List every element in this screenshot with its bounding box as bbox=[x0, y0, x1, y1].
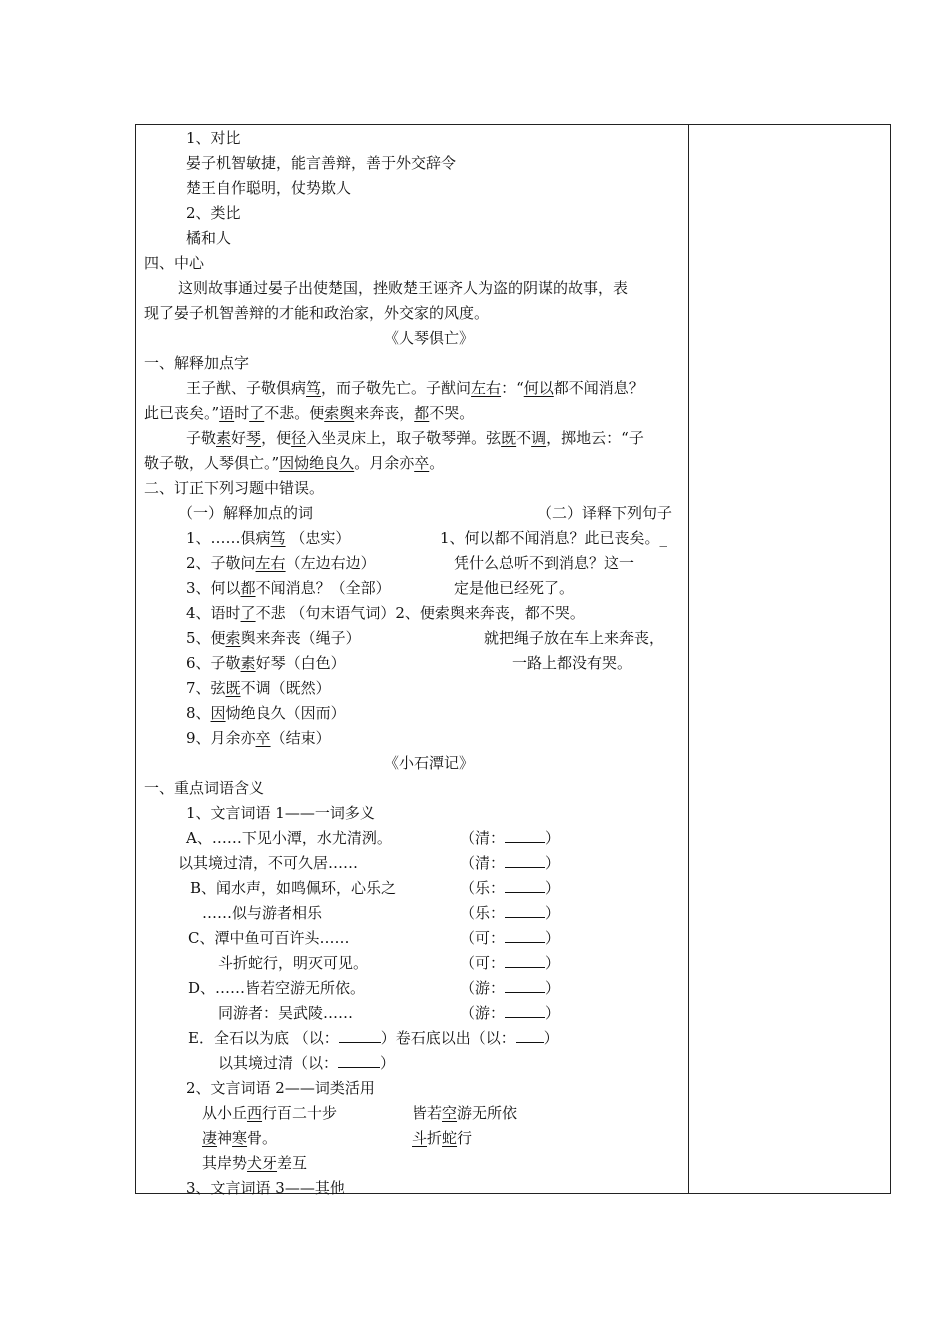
text-segment: （忠实） bbox=[285, 529, 351, 547]
text-line: 晏子机智敏捷，能言善辩，善于外交辞令 bbox=[186, 154, 457, 172]
text-segment: 5、便 bbox=[186, 629, 226, 647]
text-segment: 游无所依 bbox=[457, 1104, 518, 1122]
underlined-word: 蛇 bbox=[442, 1129, 458, 1147]
text-segment: （乐： bbox=[460, 904, 506, 922]
underlined-word: 左右 bbox=[471, 379, 502, 397]
text-segment: （可： bbox=[460, 929, 506, 947]
text-line bbox=[202, 1153, 307, 1173]
text-segment: 行百二十步 bbox=[262, 1104, 338, 1122]
text-line bbox=[460, 828, 560, 848]
text-line: （二）译释下列句子 bbox=[537, 504, 673, 522]
text-segment: 不调（既然） bbox=[240, 679, 331, 697]
answer-blank bbox=[338, 1053, 380, 1068]
text-segment: 不 bbox=[516, 429, 532, 447]
text-line: 斗折蛇行，明灭可见。 bbox=[218, 954, 369, 972]
answer-blank bbox=[516, 1028, 544, 1043]
text-line: 1、对比 bbox=[186, 129, 241, 147]
text-line: 1、何以都不闻消息？此已丧矣。_ bbox=[440, 529, 668, 547]
text-line: 定是他已经死了。 bbox=[454, 579, 575, 597]
text-line bbox=[202, 1128, 277, 1148]
text-line: 橘和人 bbox=[186, 229, 232, 247]
underlined-word: 卒 bbox=[255, 729, 271, 747]
underlined-word: 琴 bbox=[246, 429, 262, 447]
underlined-word: 语 bbox=[219, 404, 235, 422]
text-segment: 行 bbox=[457, 1129, 473, 1147]
underlined-word: 既 bbox=[225, 679, 241, 697]
text-line bbox=[460, 878, 560, 898]
answer-blank bbox=[505, 828, 545, 843]
text-segment: 3、何以 bbox=[186, 579, 241, 597]
text-segment: ，掷地云：“子 bbox=[546, 429, 644, 447]
underlined-word: 径 bbox=[291, 429, 307, 447]
answer-blank bbox=[505, 978, 545, 993]
text-segment: （乐： bbox=[460, 879, 506, 897]
text-segment: 王子猷、子敬俱病 bbox=[186, 379, 307, 397]
text-line: 3、文言词语 3——其他 bbox=[186, 1179, 345, 1197]
text-line: 就把绳子放在车上来奔丧， bbox=[484, 629, 665, 647]
text-line bbox=[412, 1128, 472, 1148]
underlined-word: 空 bbox=[442, 1104, 458, 1122]
text-segment: 此已丧矣。” bbox=[144, 404, 220, 422]
text-segment: 折 bbox=[427, 1129, 443, 1147]
underlined-word: 犬牙 bbox=[247, 1154, 278, 1172]
text-line: 四、中心 bbox=[144, 254, 205, 272]
underlined-word: 左右 bbox=[255, 554, 286, 572]
text-segment: ） bbox=[545, 954, 561, 972]
underlined-word: 笃 bbox=[306, 379, 322, 397]
text-segment: 8、 bbox=[186, 704, 211, 722]
text-segment: ：“ bbox=[501, 379, 524, 397]
underlined-word: 凄 bbox=[202, 1129, 218, 1147]
underlined-word: 素 bbox=[216, 429, 232, 447]
text-segment: 不悲。便 bbox=[264, 404, 325, 422]
column-divider bbox=[688, 124, 689, 1194]
underlined-word: 因恸绝良久 bbox=[279, 454, 355, 472]
text-segment: ）卷石底以出（以： bbox=[380, 1029, 516, 1047]
underlined-word: 索 bbox=[225, 629, 241, 647]
text-segment: 好琴（白色） bbox=[255, 654, 346, 672]
text-segment: （结束） bbox=[270, 729, 331, 747]
answer-blank bbox=[505, 928, 545, 943]
text-segment: 2、子敬问 bbox=[186, 554, 256, 572]
text-line: 1、文言词语 1——一词多义 bbox=[186, 804, 375, 822]
text-segment: 6、子敬 bbox=[186, 654, 241, 672]
text-segment: （游： bbox=[460, 1004, 506, 1022]
text-line: 凭什么总听不到消息？这一 bbox=[454, 554, 635, 572]
text-line bbox=[460, 928, 560, 948]
text-line bbox=[186, 578, 391, 598]
text-line: B、闻水声，如鸣佩环，心乐之 bbox=[190, 879, 397, 897]
text-line: 2、类比 bbox=[186, 204, 241, 222]
answer-blank bbox=[505, 903, 545, 918]
text-segment: （游： bbox=[460, 979, 506, 997]
text-line bbox=[412, 1103, 517, 1123]
underlined-word: 寒 bbox=[232, 1129, 248, 1147]
text-line bbox=[186, 653, 346, 673]
answer-blank bbox=[339, 1028, 381, 1043]
text-segment: ） bbox=[543, 1029, 559, 1047]
text-segment: E．全石以为底 （以： bbox=[188, 1029, 339, 1047]
answer-blank bbox=[505, 953, 545, 968]
text-line bbox=[460, 953, 560, 973]
text-segment: 其岸势 bbox=[202, 1154, 248, 1172]
text-segment: 从小丘 bbox=[202, 1104, 248, 1122]
text-segment: （左边右边） bbox=[285, 554, 376, 572]
text-segment: 骨。 bbox=[247, 1129, 278, 1147]
underlined-word: 索舆 bbox=[324, 404, 355, 422]
text-line: 这则故事通过晏子出使楚国，挫败楚王诬齐人为盗的阴谋的故事，表 bbox=[178, 279, 629, 297]
underlined-word: 都 bbox=[414, 404, 430, 422]
text-segment: ） bbox=[545, 829, 561, 847]
text-line bbox=[186, 553, 376, 573]
underlined-word: 卒 bbox=[414, 454, 430, 472]
text-segment: 舆来奔丧（绳子） bbox=[240, 629, 361, 647]
text-segment: 4、语时 bbox=[186, 604, 241, 622]
text-line: C、潭中鱼可百许头…… bbox=[188, 929, 350, 947]
text-segment: 9、月余亦 bbox=[186, 729, 256, 747]
underlined-word: 调 bbox=[531, 429, 547, 447]
text-segment: ） bbox=[380, 1054, 396, 1072]
text-segment: 。月余亦 bbox=[354, 454, 415, 472]
text-line bbox=[188, 1028, 559, 1048]
text-segment: 不闻消息？（全部） bbox=[255, 579, 391, 597]
text-line: 《小石潭记》 bbox=[384, 754, 475, 772]
text-line bbox=[186, 428, 644, 448]
text-line: 同游者：吴武陵…… bbox=[218, 1004, 354, 1022]
text-line bbox=[186, 728, 331, 748]
text-line: （一）解释加点的词 bbox=[178, 504, 314, 522]
answer-blank bbox=[505, 878, 545, 893]
text-line bbox=[218, 1053, 395, 1073]
underlined-word: 何以 bbox=[523, 379, 554, 397]
underlined-word: 了 bbox=[249, 404, 265, 422]
underlined-word: 既 bbox=[501, 429, 517, 447]
text-segment: （清： bbox=[460, 829, 506, 847]
text-line: 一、解释加点字 bbox=[144, 354, 250, 372]
text-segment: ） bbox=[545, 854, 561, 872]
text-line bbox=[202, 1103, 337, 1123]
text-segment: 时 bbox=[234, 404, 250, 422]
text-line bbox=[460, 853, 560, 873]
text-line bbox=[186, 678, 331, 698]
text-segment: 以其境过清（以： bbox=[218, 1054, 339, 1072]
underlined-word: 都 bbox=[240, 579, 256, 597]
text-line bbox=[144, 453, 444, 473]
text-segment: 不悲 （句末语气词）2、便索舆来奔丧，都不哭。 bbox=[255, 604, 585, 622]
text-segment: 不哭。 bbox=[429, 404, 475, 422]
text-line: 《人琴俱亡》 bbox=[384, 329, 475, 347]
text-segment: （清： bbox=[460, 854, 506, 872]
text-segment: ） bbox=[545, 879, 561, 897]
text-segment: 都不闻消息？ bbox=[553, 379, 644, 397]
text-line bbox=[186, 528, 350, 548]
text-segment: 7、弦 bbox=[186, 679, 226, 697]
text-segment: ） bbox=[545, 1004, 561, 1022]
text-segment: 皆若 bbox=[412, 1104, 443, 1122]
text-line bbox=[460, 903, 560, 923]
text-line bbox=[186, 628, 361, 648]
text-line: 一路上都没有哭。 bbox=[512, 654, 633, 672]
underlined-word: 了 bbox=[240, 604, 256, 622]
text-segment: ，而子敬先亡。子猷问 bbox=[321, 379, 472, 397]
text-segment: ，便 bbox=[261, 429, 292, 447]
text-line: ……似与游者相乐 bbox=[202, 904, 323, 922]
answer-blank bbox=[505, 1003, 545, 1018]
underlined-word: 西 bbox=[247, 1104, 263, 1122]
text-segment: 子敬 bbox=[186, 429, 217, 447]
text-line bbox=[186, 603, 585, 623]
text-segment: 入坐灵床上，取子敬琴弹。弦 bbox=[306, 429, 502, 447]
text-line bbox=[186, 378, 644, 398]
text-segment: 好 bbox=[231, 429, 247, 447]
text-segment: ） bbox=[545, 979, 561, 997]
text-segment: 1、……俱病 bbox=[186, 529, 271, 547]
text-segment: ） bbox=[545, 904, 561, 922]
underlined-word: 笃 bbox=[270, 529, 286, 547]
text-segment: ） bbox=[545, 929, 561, 947]
text-segment: 来奔丧， bbox=[354, 404, 415, 422]
text-line: 现了晏子机智善辩的才能和政治家，外交家的风度。 bbox=[144, 304, 490, 322]
underlined-word: 因 bbox=[210, 704, 226, 722]
text-line bbox=[186, 703, 346, 723]
text-segment: （可： bbox=[460, 954, 506, 972]
text-line: 2、文言词语 2——词类活用 bbox=[186, 1079, 375, 1097]
underlined-word: 素 bbox=[240, 654, 256, 672]
text-segment: 恸绝良久（因而） bbox=[225, 704, 346, 722]
text-segment: 。 bbox=[429, 454, 445, 472]
text-segment: 神 bbox=[217, 1129, 233, 1147]
text-line: 楚王自作聪明，仗势欺人 bbox=[186, 179, 352, 197]
text-line bbox=[144, 403, 474, 423]
underlined-word: 斗 bbox=[412, 1129, 428, 1147]
text-segment: 差互 bbox=[277, 1154, 308, 1172]
text-line: D、……皆若空游无所依。 bbox=[188, 979, 366, 997]
answer-blank bbox=[505, 853, 545, 868]
text-line: 一、重点词语含义 bbox=[144, 779, 265, 797]
text-line bbox=[460, 978, 560, 998]
text-line: 以其境过清，不可久居…… bbox=[178, 854, 359, 872]
text-segment: 敬子敬，人琴俱亡。” bbox=[144, 454, 280, 472]
text-line: A、……下见小潭，水尤清洌。 bbox=[186, 829, 392, 847]
text-line: 二、订正下列习题中错误。 bbox=[144, 479, 325, 497]
text-line bbox=[460, 1003, 560, 1023]
